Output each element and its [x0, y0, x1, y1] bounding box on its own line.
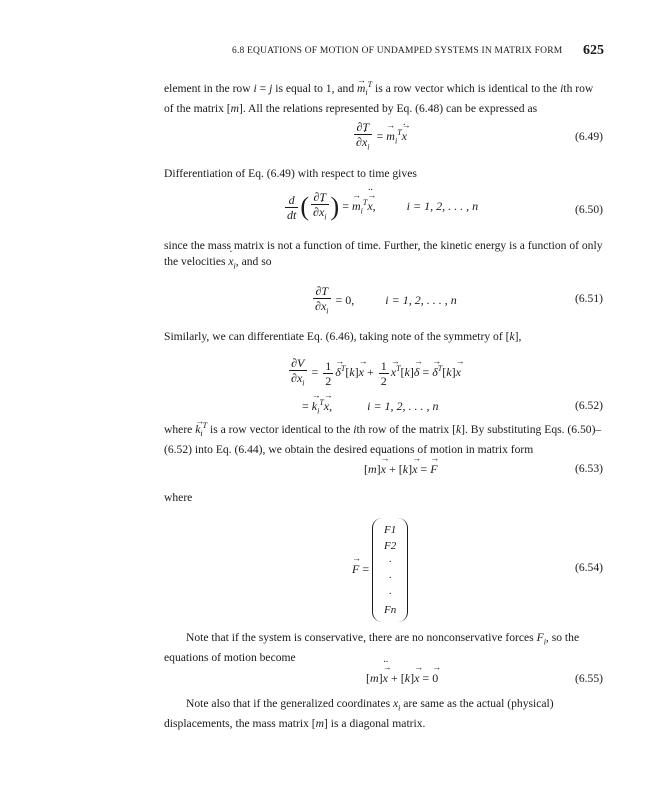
paragraph-7: Note that if the system is conservative, there are no nonconservative forces $F_i$, so the equations of motion become: [164, 631, 580, 665]
equation-number-6-51: (6.51): [574, 292, 603, 305]
equation-number-6-49: (6.49): [574, 130, 603, 143]
equation-6-55: [m]→ x ·· + [k]→ x = → 0: [366, 671, 438, 686]
equation-number-6-50: (6.50): [574, 203, 603, 216]
paragraph-4: Similarly, we can differentiate Eq. (6.46), taking note of the symmetry of [k],: [164, 330, 522, 343]
page-number: 625: [583, 43, 604, 58]
equation-number-6-55: (6.55): [574, 672, 603, 685]
paragraph-1: element in the row i = j is equal to 1, and → $m_i^T$ is a row vector which is identical to the ith row of the matrix [m]. All the relations represented by Eq. (6.48) can be expressed as: [164, 77, 604, 117]
equation-number-6-52: (6.52): [574, 399, 603, 412]
running-head-title: 6.8 EQUATIONS OF MOTION OF UNDAMPED SYSTEMS IN MATRIX FORM: [232, 46, 563, 56]
running-header: [232, 43, 604, 61]
equation-6-53: [m]→ x ·· + [k]→ x = → F: [364, 462, 438, 477]
paragraph-5: where → $k_i^T$ is a row vector identical to the ith row of the matrix [k]. By substituting Eqs. (6.50)–(6.52) into Eq. (6.44), we obtain the desired equations of motion in matrix form: [164, 418, 604, 458]
equation-6-54: → F = F1 F2 · · · Fn: [352, 518, 408, 622]
force-column-vector: F1 F2 · · · Fn: [372, 518, 408, 622]
paragraph-8: Note also that if the generalized coordinates $x_i$ are same as the actual (physical) displacements, the mass matrix [m] is a diagonal matrix.: [164, 697, 554, 731]
equation-6-50: $\frac{d}{dt}$ ( $\frac{\partial T}{\partial x \cdot_i}$ ) = → $m_i^T\to x$ ··, i = 1, 2, . . . , n: [283, 190, 478, 224]
paragraph-2: Differentiation of Eq. (6.49) with respect to time gives: [164, 167, 417, 180]
equation-6-49: $\frac{\partial T}{\partial x \cdot_i}$ = → $m_i^T\to x$ ·: [352, 120, 407, 154]
equation-6-52-line-1: $\frac{\partial V}{\partial x_i}$ = $\frac{1}{2}$ → $\delta^T[k]\to x$ + $\frac{1}{2}$ → $x^T[k]\to \delta$ = → $\delta^T[k]\to x$: [287, 356, 461, 390]
equation-6-51: $\frac{\partial T}{\partial x_i}$ = 0, i = 1, 2, . . . , n: [311, 284, 457, 318]
equation-number-6-54: (6.54): [574, 561, 603, 574]
equation-number-6-53: (6.53): [574, 462, 603, 475]
equation-6-52-line-2: = → $k_i^T\to x$, i = 1, 2, . . . , n: [302, 398, 439, 415]
paragraph-3: since the mass matrix is not a function of time. Further, the kinetic energy is a function of only the velocities $x \cdot_i$, and so: [164, 238, 604, 274]
paragraph-6: where: [164, 491, 193, 504]
